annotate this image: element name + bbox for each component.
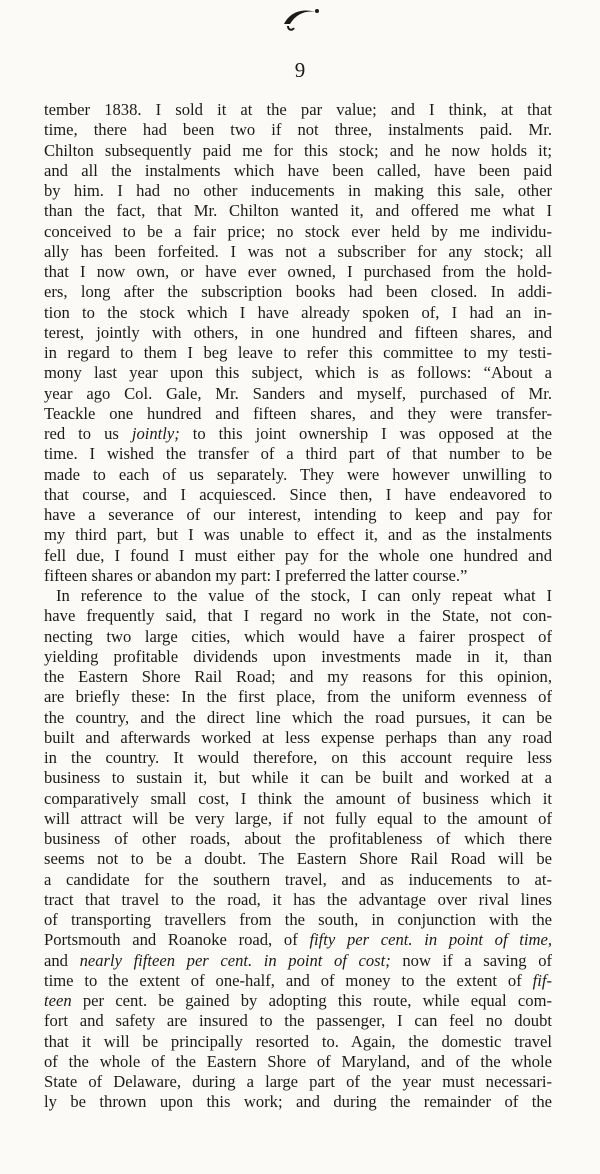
text-line: Teackle one hundred and fifteen shares, and they were transfer- (44, 403, 552, 423)
text-line: ers, long after the subscription books had been closed. In addi- (44, 282, 552, 302)
text-line: will attract will be very large, if not fully equal to the amount of (44, 808, 552, 828)
text-line: tion to the stock which I have already spoken of, I had an in- (44, 302, 552, 322)
text-line: made to each of us separately. They were however unwilling to (44, 464, 552, 484)
text-line: mony last year upon this subject, which is as follows: “About a (44, 363, 552, 383)
text-line: the Eastern Shore Rail Road; and my reasons for this opinion, (44, 667, 552, 686)
text-line: State of Delaware, during a large part of the year must necessari- (44, 1072, 552, 1091)
text-line: built and afterwards worked at less expense perhaps than any road (44, 727, 552, 747)
body-text (44, 100, 552, 1113)
text-line: that it will be principally resorted to. Again, the domestic travel (44, 1031, 552, 1051)
text-line: time. I wished the transfer of a third part of that number to be (44, 444, 552, 464)
text-line: and nearly fifteen per cent. in point of cost; now if a saving of (44, 950, 552, 970)
text-line: by him. I had no other inducements in making this sale, other (44, 181, 552, 200)
text-line: year ago Col. Gale, Mr. Sanders and myself, purchased of Mr. (44, 383, 552, 403)
text-line: red to us jointly; to this joint ownership I was opposed at the (44, 424, 552, 443)
text-line: fell due, I found I must either pay for the whole one hundred and (44, 545, 552, 565)
text-line: business of other roads, about the profitableness of which there (44, 829, 552, 848)
text-line: Portsmouth and Roanoke road, of fifty per cent. in point of time, (44, 930, 552, 950)
text-line: Chilton subsequently paid me for this stock; and he now holds it; (44, 140, 552, 160)
text-line: in the country. It would therefore, on this account require less (44, 748, 552, 767)
text-line: yielding profitable dividends upon investments made in it, than (44, 646, 552, 666)
text-line: In reference to the value of the stock, I can only repeat what I (56, 586, 552, 605)
text-line: terest, jointly with others, in one hundred and fifteen shares, and (44, 322, 552, 342)
italic-phrase: teen (44, 991, 72, 1010)
printer-ornament-icon (276, 2, 324, 32)
text-line: necting two large cities, which would have a fairer prospect of (44, 626, 552, 646)
page-number: 9 (294, 58, 306, 82)
text-line: fort and safety are insured to the passenger, I can feel no doubt (44, 1011, 552, 1031)
text-line: have frequently said, that I regard no work in the State, not con- (44, 606, 552, 626)
text-line: in regard to them I beg leave to refer this committee to my testi- (44, 343, 552, 362)
text-line: the country, and the direct line which the road pursues, it can be (44, 707, 552, 727)
text-line: tract that travel to the road, it has the advantage over rival lines (44, 889, 552, 909)
text-line: comparatively small cost, I think the amount of business which it (44, 788, 552, 808)
text-line: ly be thrown upon this work; and during the remainder of the (44, 1092, 552, 1112)
text-line: that course, and I acquiesced. Since then, I have endeavored to (44, 484, 552, 504)
text-line: have a severance of our interest, intending to keep and pay for (44, 505, 552, 524)
text-line: time to the extent of one-half, and of money to the extent of fif- (44, 970, 552, 990)
text-line: a candidate for the southern travel, and as inducements to at- (44, 869, 552, 889)
text-line: time, there had been two if not three, instalments paid. Mr. (44, 120, 552, 140)
text-line: of the whole of the Eastern Shore of Maryland, and of the whole (44, 1051, 552, 1071)
text-line: and all the instalments which have been called, have been paid (44, 160, 552, 180)
italic-phrase: jointly; (131, 424, 180, 443)
text-line: ally has been forfeited. I was not a subscriber for any stock; all (44, 241, 552, 261)
text-line: that I now own, or have ever owned, I purchased from the hold- (44, 262, 552, 281)
text-line: business to sustain it, but while it can be built and worked at a (44, 768, 552, 788)
text-line: teen per cent. be gained by adopting this route, while equal com- (44, 991, 552, 1010)
text-line: seems not to be a doubt. The Eastern Shore Rail Road will be (44, 849, 552, 869)
text-line: are briefly these: In the first place, from the uniform evenness of (44, 687, 552, 707)
text-line: than the fact, that Mr. Chilton wanted it, and offered me what I (44, 201, 552, 221)
italic-phrase: nearly fifteen per cent. in point of cost; (79, 950, 391, 970)
text-line: fifteen shares or abandon my part: I preferred the latter course.” (44, 565, 468, 585)
text-line: conceived to be a fair price; no stock ever held by me individu- (44, 221, 552, 241)
italic-phrase: fifty per cent. in point of time, (309, 930, 552, 950)
text-line: my third part, but I was unable to effect it, and as the instalments (44, 525, 552, 545)
italic-phrase: fif- (532, 970, 552, 990)
text-line: tember 1838. I sold it at the par value; and I think, at that (44, 100, 552, 119)
text-line: of transporting travellers from the south, in conjunction with the (44, 910, 552, 929)
